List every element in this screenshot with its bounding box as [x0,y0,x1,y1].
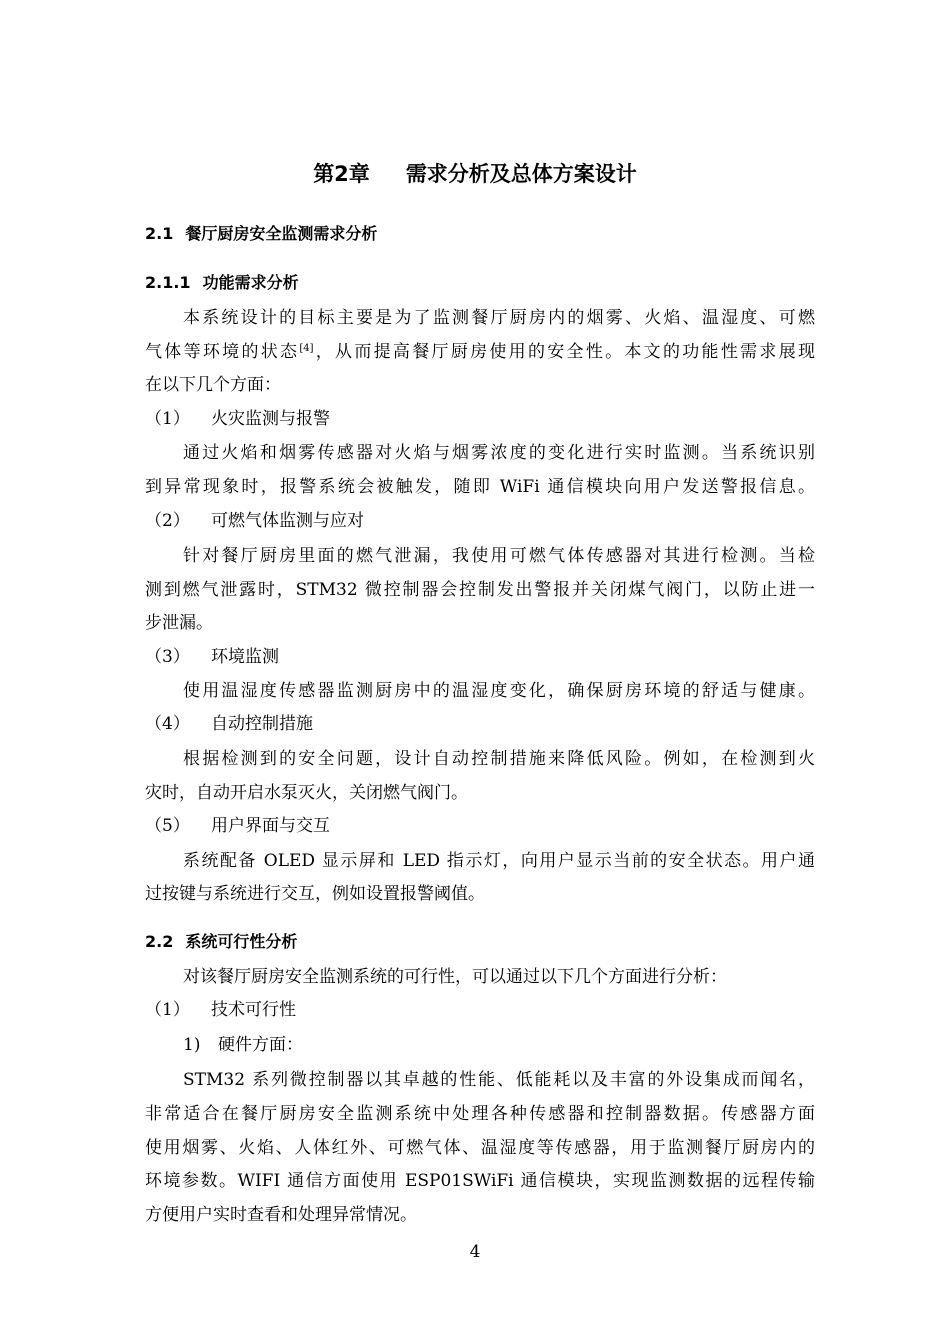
paragraph-line: 针对餐厅厨房里面的燃气泄漏，我使用可燃气体传感器对其进行检测。当检 [183,546,815,566]
paragraph-line: 方便用户实时查看和处理异常情况。 [145,1205,417,1225]
paragraph-line [145,342,815,362]
list-item-3 [145,647,279,667]
section-number: 2.1 [145,224,174,243]
list-item-5 [145,816,330,836]
paragraph-line: 本系统设计的目标主要是为了监测餐厅厨房内的烟雾、火焰、温湿度、可燃 [183,308,815,328]
section-heading-2-2 [145,932,297,952]
list-label: （1） [145,409,190,429]
paragraph-line: 非常适合在餐厅厨房安全监测系统中处理各种传感器和控制器数据。传感器方面 [145,1104,815,1124]
page-number: 4 [469,1242,481,1262]
subsection-title: 功能需求分析 [202,273,299,292]
list-label: （3） [145,647,190,667]
text-run: ，从而提高餐厅厨房使用的安全性。本文的功能性需求展现 [313,342,815,362]
paragraph-line: 使用烟雾、火焰、人体红外、可燃气体、温湿度等传感器，用于监测餐厅厨房内的 [145,1138,815,1158]
paragraph-line: 通过火焰和烟雾传感器对火焰与烟雾浓度的变化进行实时监测。当系统识别 [183,443,815,463]
section-heading-2-1 [145,224,377,244]
sub-label: 1) [183,1035,201,1055]
sub-item-1 [183,1035,303,1055]
section-number: 2.2 [145,932,174,951]
text-run: 气体等环境的状态 [145,342,300,362]
sub-text: 硬件方面： [218,1035,303,1055]
list-item-6 [145,1000,296,1020]
citation-ref: [4] [299,343,314,354]
paragraph-line: 过按键与系统进行交互，例如设置报警阈值。 [145,884,485,904]
list-text: 技术可行性 [211,1000,296,1020]
section-title: 系统可行性分析 [185,932,298,951]
paragraph-line: 系统配备 OLED 显示屏和 LED 指示灯，向用户显示当前的安全状态。用户通 [183,851,815,871]
list-label: （1） [145,1000,190,1020]
list-text: 用户界面与交互 [211,816,330,836]
paragraph-line: 使用温湿度传感器监测厨房中的温湿度变化，确保厨房环境的舒适与健康。 [183,681,815,701]
list-label: （4） [145,714,190,734]
chapter-number: 第2章 [313,162,370,186]
paragraph-line: 对该餐厅厨房安全监测系统的可行性，可以通过以下几个方面进行分析： [183,967,727,987]
subsection-number: 2.1.1 [145,273,191,292]
chapter-title: 需求分析及总体方案设计 [405,162,637,186]
paragraph-line: 到异常现象时，报警系统会被触发，随即 WiFi 通信模块向用户发送警报信息。 [145,477,815,497]
paragraph-line: 测到燃气泄露时，STM32 微控制器会控制发出警报并关闭煤气阀门，以防止进一 [145,580,815,600]
list-label: （2） [145,511,190,531]
subsection-heading-2-1-1 [145,273,299,293]
paragraph-line: STM32 系列微控制器以其卓越的性能、低能耗以及丰富的外设集成而闻名， [183,1070,815,1090]
list-item-2 [145,511,364,531]
paragraph-line: 在以下几个方面： [145,375,281,395]
list-text: 环境监测 [211,647,279,667]
list-item-4 [145,714,313,734]
paragraph-line: 步泄漏。 [145,613,213,633]
list-text: 火灾监测与报警 [211,409,330,429]
paragraph-line: 环境参数。WIFI 通信方面使用 ESP01SWiFi 通信模块，实现监测数据的远程传输 [145,1171,815,1191]
list-label: （5） [145,816,190,836]
paragraph-line: 根据检测到的安全问题，设计自动控制措施来降低风险。例如，在检测到火 [183,749,815,769]
chapter-heading [0,158,950,188]
paragraph-line: 灾时，自动开启水泵灭火，关闭燃气阀门。 [145,783,468,803]
section-title: 餐厅厨房安全监测需求分析 [185,224,378,243]
list-item-1 [145,409,330,429]
list-text: 自动控制措施 [211,714,313,734]
list-text: 可燃气体监测与应对 [211,511,364,531]
